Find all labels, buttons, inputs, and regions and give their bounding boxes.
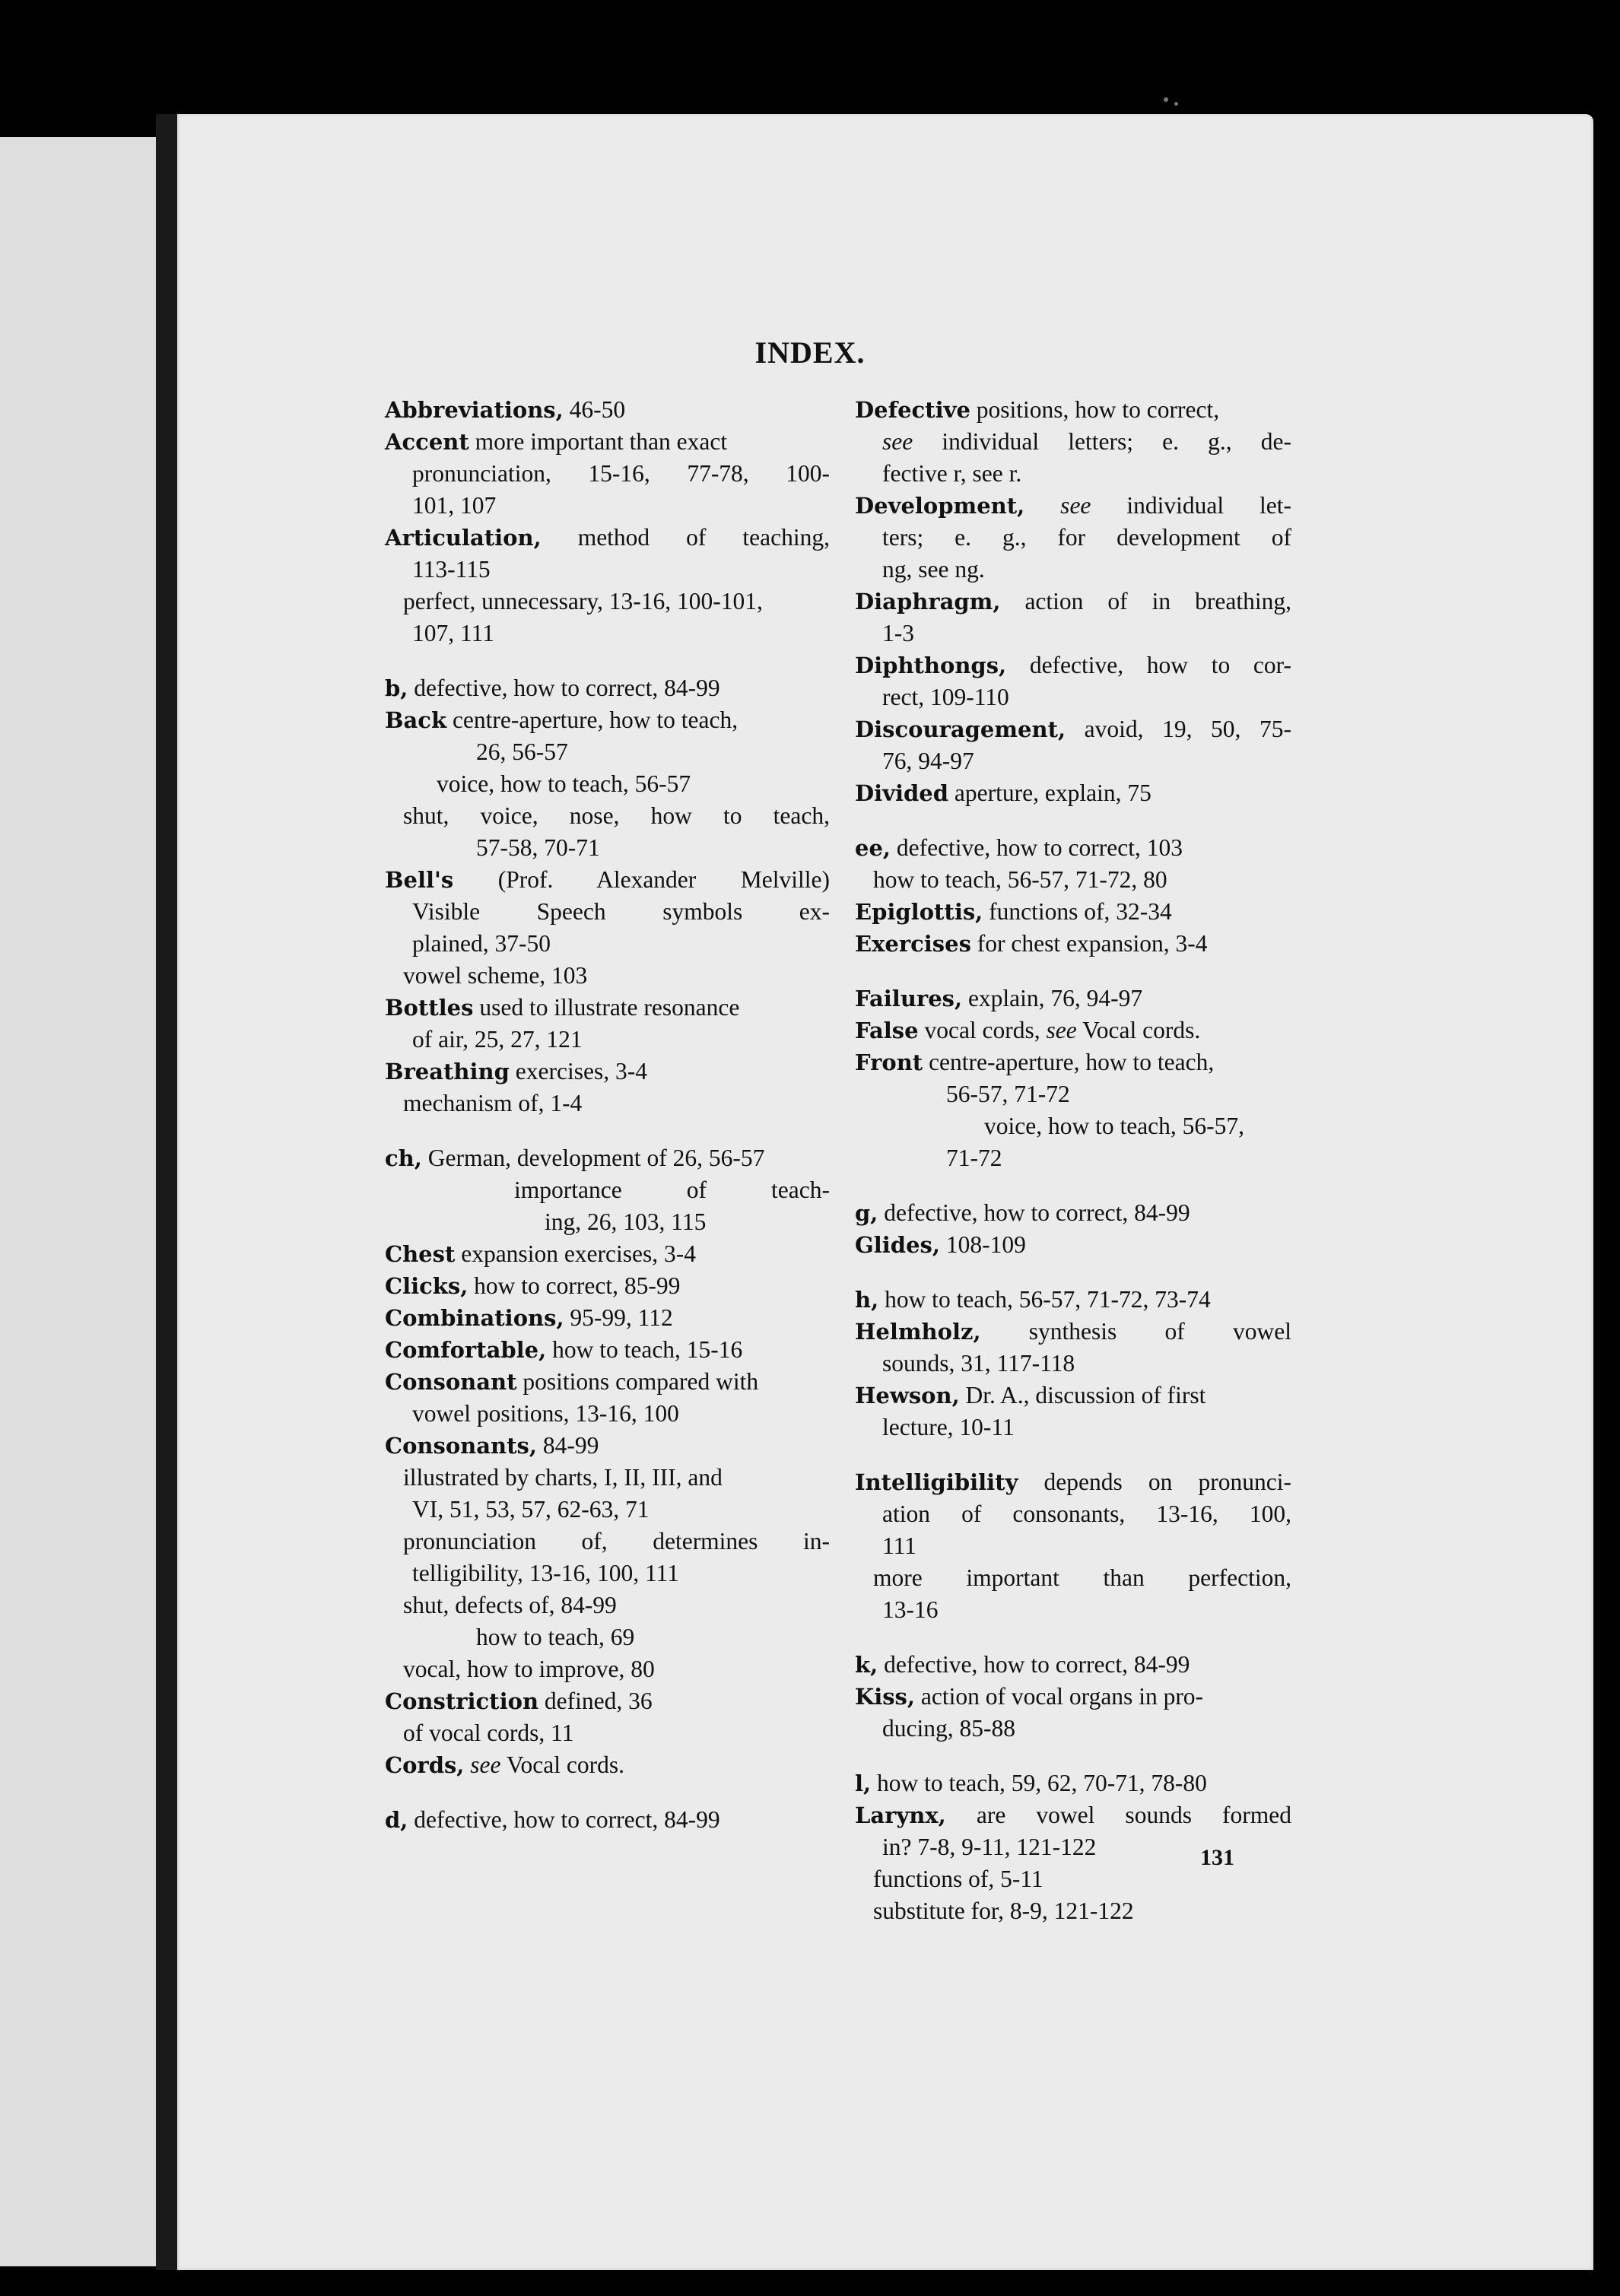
entry-text: voice, how to teach, 56-57	[437, 770, 691, 797]
headword: False	[855, 1018, 919, 1043]
entry-text: functions of, 32-34	[983, 898, 1172, 925]
entry-text: individual let-	[1091, 492, 1291, 519]
entry-subline	[385, 1024, 830, 1056]
entry-text: aperture, explain, 75	[948, 780, 1151, 806]
entry-text: positions, how to correct,	[970, 396, 1220, 423]
book-spine	[156, 114, 177, 2270]
entry-text: ducing, 85-88	[882, 1715, 1015, 1742]
entry-gap	[385, 1119, 830, 1142]
headword: Helmholz,	[855, 1319, 981, 1345]
entry-text: Visible Speech symbols ex-	[412, 898, 830, 925]
entry-subline	[385, 896, 830, 928]
entry-line	[855, 1649, 1291, 1681]
index-entry	[385, 1142, 830, 1238]
entry-text: how to teach, 15-16	[546, 1336, 743, 1363]
entry-gap	[385, 649, 830, 672]
entry-line	[385, 864, 830, 896]
headword: Articulation,	[385, 525, 542, 551]
entry-line	[385, 704, 830, 736]
headword: l,	[855, 1770, 872, 1796]
entry-text: substitute for, 8-9, 121-122	[873, 1897, 1134, 1924]
headword: Defective	[855, 397, 970, 423]
entry-text: 57-58, 70-71	[476, 834, 600, 861]
index-entry	[385, 864, 830, 992]
entry-subline	[855, 426, 1291, 458]
index-entry	[855, 1466, 1291, 1626]
entry-subline	[855, 554, 1291, 586]
index-entry	[855, 1229, 1291, 1261]
entry-text: how to correct, 85-99	[468, 1272, 681, 1299]
headword: Bottles	[385, 995, 474, 1021]
headword: Diaphragm,	[855, 589, 1001, 614]
index-entry	[385, 1238, 830, 1270]
entry-gap	[855, 1745, 1291, 1767]
entry-line	[855, 1466, 1291, 1498]
entry-text: defective, how to correct, 84-99	[408, 675, 720, 701]
entry-text: centre-aperture, how to teach,	[923, 1049, 1215, 1075]
entry-text: Vocal cords.	[1076, 1017, 1201, 1043]
entry-line	[855, 1380, 1291, 1412]
index-entry	[855, 1316, 1291, 1380]
entry-text: 13-16	[882, 1596, 939, 1623]
headword: Cords,	[385, 1752, 465, 1778]
entry-text: ters; e. g., for development of	[882, 524, 1291, 551]
entry-gap	[855, 1174, 1291, 1197]
index-entry	[385, 1302, 830, 1334]
entry-line	[855, 1316, 1291, 1348]
entry-line	[385, 1302, 830, 1334]
entry-text: shut, defects of, 84-99	[403, 1592, 617, 1618]
headword: Back	[385, 707, 447, 733]
index-entry	[385, 1334, 830, 1366]
entry-text: pronunciation, 15-16, 77-78, 100-	[412, 460, 830, 487]
entry-line	[855, 1197, 1291, 1229]
entry-text: of air, 25, 27, 121	[412, 1026, 583, 1053]
index-column-right	[855, 394, 1291, 1927]
index-entry	[385, 1366, 830, 1430]
entry-line	[855, 1681, 1291, 1713]
entry-text: rect, 109-110	[882, 684, 1009, 710]
entry-subline	[385, 928, 830, 960]
entry-subline	[855, 1498, 1291, 1530]
page-number: 131	[1200, 1845, 1234, 1870]
entry-text: action of in breathing,	[1000, 588, 1291, 614]
entry-text: expansion exercises, 3-4	[455, 1240, 696, 1267]
entry-line	[855, 713, 1291, 745]
headword: Glides,	[855, 1232, 940, 1258]
entry-line	[855, 983, 1291, 1015]
entry-subline	[385, 458, 830, 490]
entry-subline	[855, 1530, 1291, 1562]
entry-line	[385, 1334, 830, 1366]
entry-gap	[855, 809, 1291, 832]
entry-text: method of teaching,	[541, 524, 830, 551]
entry-subline	[385, 1088, 830, 1119]
headword: Consonants,	[385, 1433, 537, 1459]
entry-subline	[855, 1895, 1291, 1927]
entry-text: defective, how to correct, 84-99	[408, 1806, 720, 1833]
index-entry	[855, 928, 1291, 960]
entry-line	[385, 1056, 830, 1088]
entry-text: ation of consonants, 13-16, 100,	[882, 1500, 1291, 1527]
entry-line	[855, 1015, 1291, 1046]
entry-subline	[385, 1174, 830, 1206]
index-entry	[855, 1284, 1291, 1316]
entry-subline	[385, 1526, 830, 1558]
headword: Comfortable,	[385, 1337, 547, 1363]
entry-text: 76, 94-97	[882, 748, 974, 774]
entry-line	[855, 928, 1291, 960]
entry-text: how to teach, 59, 62, 70-71, 78-80	[871, 1770, 1207, 1796]
entry-text: Vocal cords.	[500, 1751, 624, 1778]
index-entry	[855, 1015, 1291, 1046]
index-entry	[855, 983, 1291, 1015]
entry-subline	[385, 618, 830, 649]
index-entry	[855, 1649, 1291, 1681]
entry-subline	[385, 1653, 830, 1685]
entry-subline	[385, 736, 830, 768]
entry-subline	[855, 745, 1291, 777]
entry-line	[385, 1142, 830, 1174]
entry-text: more important than exact	[469, 428, 728, 455]
index-entry	[385, 992, 830, 1056]
entry-subline	[855, 1110, 1291, 1142]
entry-text: 107, 111	[412, 620, 494, 646]
headword: Kiss,	[855, 1684, 915, 1710]
entry-subline	[385, 768, 830, 800]
entry-text: synthesis of vowel	[980, 1318, 1291, 1345]
entry-text: 71-72	[946, 1145, 1002, 1171]
entry-text: 1-3	[882, 620, 914, 646]
entry-gap	[855, 960, 1291, 983]
entry-text: shut, voice, nose, how to teach,	[403, 802, 830, 829]
entry-text: for chest expansion, 3-4	[970, 930, 1208, 957]
entry-text: individual letters; e. g., de-	[913, 428, 1291, 455]
index-entry	[385, 394, 830, 426]
see-reference: see	[1040, 1017, 1077, 1043]
entry-subline	[385, 1558, 830, 1589]
entry-line	[385, 1749, 830, 1781]
entry-text: defective, how to correct, 84-99	[878, 1199, 1190, 1226]
page-title: INDEX.	[754, 335, 866, 370]
headword: d,	[385, 1807, 408, 1833]
entry-subline	[385, 1398, 830, 1430]
entry-subline	[385, 832, 830, 864]
entry-text: vowel positions, 13-16, 100	[412, 1400, 679, 1427]
index-entry	[385, 426, 830, 522]
entry-subline	[855, 1713, 1291, 1745]
index-entry	[855, 394, 1291, 490]
index-entry	[855, 490, 1291, 586]
index-entry	[385, 704, 830, 864]
entry-subline	[855, 864, 1291, 896]
headword: Front	[855, 1050, 923, 1075]
facing-page-edge	[0, 137, 156, 2266]
entry-text: more important than perfection,	[873, 1564, 1291, 1591]
headword: h,	[855, 1287, 879, 1313]
index-entry	[385, 1430, 830, 1685]
headword: g,	[855, 1200, 878, 1226]
entry-text: positions compared with	[516, 1368, 759, 1395]
see-reference: see	[882, 428, 913, 455]
entry-text: how to teach, 56-57, 71-72, 80	[873, 866, 1167, 893]
entry-text: sounds, 31, 117-118	[882, 1350, 1075, 1377]
headword: Combinations,	[385, 1305, 564, 1331]
entry-line	[855, 1229, 1291, 1261]
entry-text: 111	[882, 1532, 916, 1559]
headword: Clicks,	[385, 1273, 469, 1299]
entry-subline	[855, 458, 1291, 490]
headword: b,	[385, 675, 408, 701]
entry-text: telligibility, 13-16, 100, 111	[412, 1560, 679, 1586]
entry-line	[385, 1366, 830, 1398]
index-entry	[855, 832, 1291, 896]
headword: Diphthongs,	[855, 653, 1007, 678]
index-entry	[855, 1197, 1291, 1229]
entry-subline	[385, 490, 830, 522]
entry-line	[385, 1430, 830, 1462]
speck	[1164, 97, 1168, 102]
headword: Bell's	[385, 867, 454, 893]
entry-text: importance of teach-	[514, 1177, 830, 1203]
entry-text: (Prof. Alexander Melville)	[453, 866, 830, 893]
index-entry	[855, 1767, 1291, 1799]
entry-text: 46-50	[563, 396, 626, 423]
headword: Divided	[855, 780, 949, 806]
entry-text: centre-aperture, how to teach,	[446, 707, 739, 733]
entry-line	[855, 1799, 1291, 1831]
see-reference: see	[464, 1751, 501, 1778]
entry-line	[855, 777, 1291, 809]
entry-text: defined, 36	[538, 1688, 653, 1714]
index-entry	[385, 1685, 830, 1749]
see-reference: see	[1024, 492, 1091, 519]
entry-line	[385, 1238, 830, 1270]
entry-text: 26, 56-57	[476, 738, 568, 765]
entry-subline	[855, 1594, 1291, 1626]
entry-text: plained, 37-50	[412, 930, 551, 957]
entry-subline	[385, 1621, 830, 1653]
index-entry	[385, 1749, 830, 1781]
entry-gap	[855, 1443, 1291, 1466]
entry-line	[855, 394, 1291, 426]
entry-text: 56-57, 71-72	[946, 1081, 1070, 1107]
entry-subline	[855, 522, 1291, 554]
index-entry	[385, 1804, 830, 1836]
index-entry	[855, 1046, 1291, 1174]
index-entry	[385, 1270, 830, 1302]
entry-line	[385, 426, 830, 458]
entry-line	[855, 896, 1291, 928]
entry-text: defective, how to correct, 84-99	[878, 1651, 1190, 1678]
entry-line	[385, 522, 830, 554]
headword: Development,	[855, 493, 1025, 519]
entry-line	[385, 1804, 830, 1836]
entry-line	[385, 394, 830, 426]
headword: k,	[855, 1652, 878, 1678]
headword: Breathing	[385, 1059, 510, 1084]
entry-subline	[855, 1348, 1291, 1380]
entry-text: functions of, 5-11	[873, 1866, 1043, 1892]
index-entry	[385, 522, 830, 649]
entry-text: mechanism of, 1-4	[403, 1090, 583, 1116]
entry-line	[385, 672, 830, 704]
entry-text: used to illustrate resonance	[473, 994, 740, 1021]
entry-gap	[385, 1781, 830, 1804]
entry-subline	[385, 554, 830, 586]
headword: Exercises	[855, 931, 971, 957]
headword: Abbreviations,	[385, 397, 564, 423]
entry-text: illustrated by charts, I, II, III, and	[403, 1464, 723, 1491]
index-entry	[855, 1681, 1291, 1745]
headword: Intelligibility	[855, 1469, 1018, 1495]
entry-text: 95-99, 112	[564, 1304, 673, 1331]
headword: ch,	[385, 1145, 422, 1171]
entry-subline	[385, 1494, 830, 1526]
entry-text: avoid, 19, 50, 75-	[1066, 716, 1291, 742]
entry-subline	[385, 1717, 830, 1749]
entry-text: defective, how to cor-	[1006, 652, 1291, 678]
entry-text: in? 7-8, 9-11, 121-122	[882, 1834, 1097, 1860]
index-entry	[855, 586, 1291, 649]
headword: Larynx,	[855, 1802, 946, 1828]
entry-line	[855, 832, 1291, 864]
headword: Discouragement,	[855, 716, 1066, 742]
entry-line	[855, 1284, 1291, 1316]
entry-subline	[385, 1462, 830, 1494]
headword: Consonant	[385, 1369, 517, 1395]
entry-text: vocal cords,	[918, 1017, 1040, 1043]
entry-subline	[855, 1562, 1291, 1594]
entry-subline	[855, 681, 1291, 713]
entry-line	[385, 1270, 830, 1302]
entry-subline	[385, 586, 830, 618]
entry-text: fective r, see r.	[882, 460, 1022, 487]
entry-line	[855, 586, 1291, 618]
entry-text: vocal, how to improve, 80	[403, 1656, 655, 1682]
headword: Constriction	[385, 1688, 539, 1714]
entry-text: are vowel sounds formed	[945, 1802, 1291, 1828]
entry-text: 84-99	[536, 1432, 599, 1459]
index-entry	[385, 1056, 830, 1119]
entry-subline	[385, 800, 830, 832]
entry-text: explain, 76, 94-97	[962, 985, 1143, 1011]
entry-text: ng, see ng.	[882, 556, 985, 583]
entry-subline	[855, 618, 1291, 649]
entry-text: 101, 107	[412, 492, 497, 519]
entry-subline	[385, 1206, 830, 1238]
index-entry	[855, 1380, 1291, 1443]
entry-line	[855, 1046, 1291, 1078]
entry-line	[385, 1685, 830, 1717]
speck	[1174, 102, 1178, 106]
entry-text: exercises, 3-4	[509, 1058, 647, 1084]
entry-text: German, development of 26, 56-57	[421, 1145, 765, 1171]
entry-subline	[855, 1078, 1291, 1110]
entry-text: how to teach, 69	[476, 1624, 635, 1650]
entry-text: perfect, unnecessary, 13-16, 100-101,	[403, 588, 763, 614]
index-entry	[855, 713, 1291, 777]
entry-line	[855, 649, 1291, 681]
headword: Accent	[385, 429, 469, 455]
entry-text: VI, 51, 53, 57, 62-63, 71	[412, 1496, 650, 1523]
index-entry	[855, 777, 1291, 809]
headword: ee,	[855, 835, 891, 861]
headword: Failures,	[855, 986, 963, 1011]
entry-subline	[385, 960, 830, 992]
entry-gap	[855, 1626, 1291, 1649]
index-column-left	[385, 394, 830, 1836]
entry-text: depends on pronunci-	[1018, 1469, 1291, 1495]
entry-text: action of vocal organs in pro-	[914, 1683, 1204, 1710]
entry-text: Dr. A., discussion of first	[959, 1382, 1206, 1408]
entry-subline	[855, 1142, 1291, 1174]
entry-subline	[385, 1589, 830, 1621]
entry-text: lecture, 10-11	[882, 1414, 1015, 1440]
entry-text: 108-109	[939, 1231, 1026, 1258]
entry-text: ing, 26, 103, 115	[545, 1208, 707, 1235]
entry-text: voice, how to teach, 56-57,	[984, 1113, 1245, 1139]
entry-text: pronunciation of, determines in-	[403, 1528, 830, 1554]
headword: Epiglottis,	[855, 899, 983, 925]
entry-line	[385, 992, 830, 1024]
index-entry	[855, 649, 1291, 713]
index-entry	[855, 896, 1291, 928]
entry-gap	[855, 1261, 1291, 1284]
headword: Hewson,	[855, 1383, 960, 1408]
entry-text: defective, how to correct, 103	[891, 834, 1183, 861]
headword: Chest	[385, 1241, 456, 1267]
index-entry	[385, 672, 830, 704]
entry-text: of vocal cords, 11	[403, 1720, 574, 1746]
entry-text: how to teach, 56-57, 71-72, 73-74	[878, 1286, 1211, 1313]
entry-line	[855, 490, 1291, 522]
entry-line	[855, 1767, 1291, 1799]
entry-subline	[855, 1412, 1291, 1443]
entry-text: 113-115	[412, 556, 491, 583]
entry-text: vowel scheme, 103	[403, 962, 588, 989]
